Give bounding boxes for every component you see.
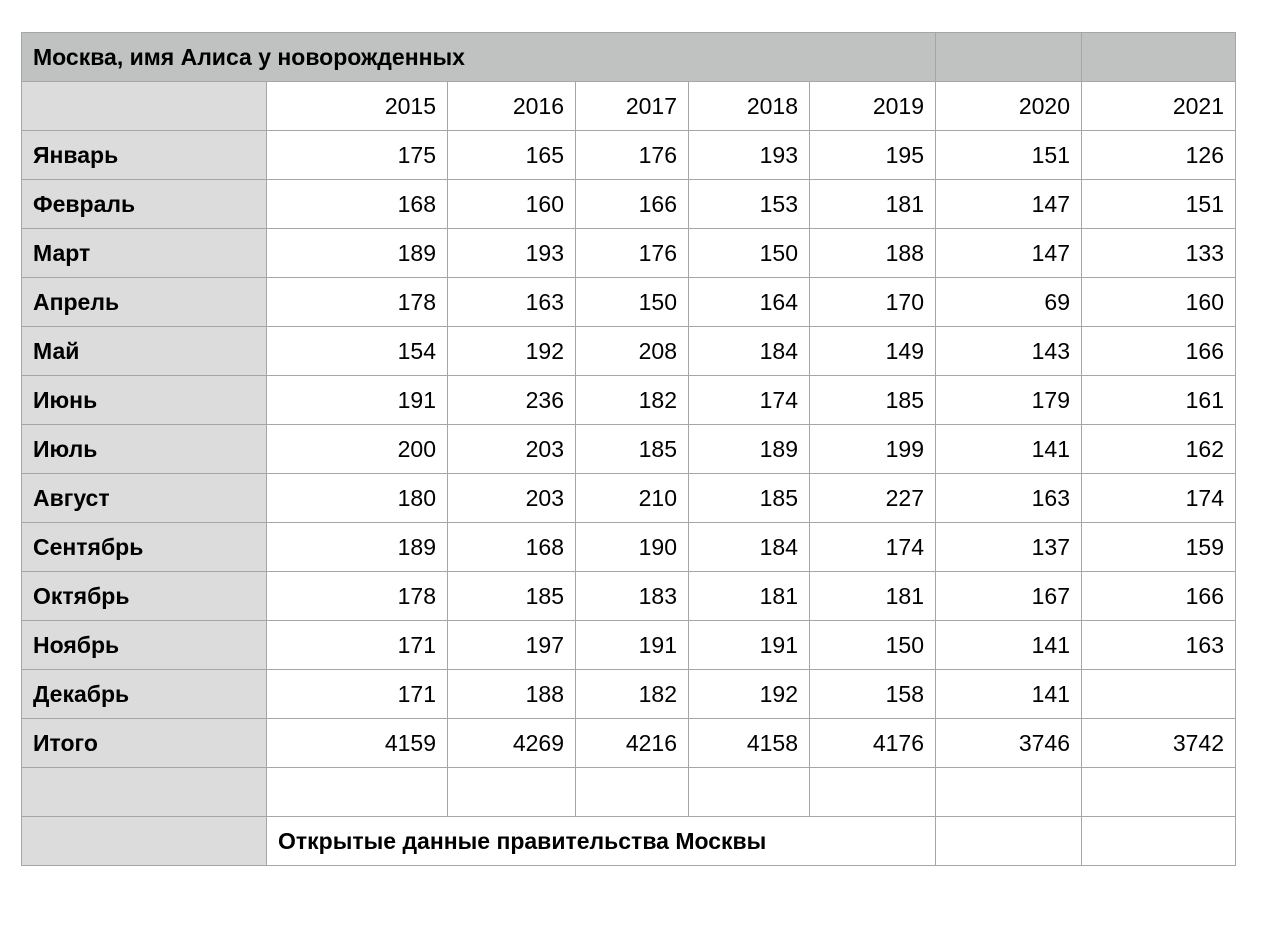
value-cell[interactable]: 141 (936, 621, 1082, 670)
value-cell[interactable]: 143 (936, 327, 1082, 376)
total-value-cell[interactable]: 4159 (267, 719, 448, 768)
value-cell[interactable]: 162 (1082, 425, 1236, 474)
total-value-cell[interactable]: 4269 (448, 719, 576, 768)
value-cell[interactable]: 190 (576, 523, 689, 572)
value-cell[interactable]: 166 (1082, 572, 1236, 621)
table-row (22, 474, 1236, 523)
value-cell[interactable]: 151 (1082, 180, 1236, 229)
value-cell[interactable]: 159 (1082, 523, 1236, 572)
value-cell[interactable]: 192 (448, 327, 576, 376)
value-cell[interactable]: 174 (810, 523, 936, 572)
value-cell[interactable]: 191 (576, 621, 689, 670)
value-cell[interactable]: 164 (689, 278, 810, 327)
value-cell[interactable]: 185 (448, 572, 576, 621)
empty-cell[interactable] (1082, 817, 1236, 866)
table-row (22, 229, 1236, 278)
value-cell[interactable]: 167 (936, 572, 1082, 621)
value-cell[interactable]: 158 (810, 670, 936, 719)
value-cell[interactable]: 150 (810, 621, 936, 670)
empty-label-cell[interactable] (22, 768, 267, 817)
value-cell[interactable]: 192 (689, 670, 810, 719)
month-label[interactable]: Ноябрь (22, 621, 267, 670)
value-cell[interactable]: 163 (936, 474, 1082, 523)
table-row (22, 425, 1236, 474)
value-cell[interactable]: 166 (576, 180, 689, 229)
empty-row (22, 768, 1236, 817)
value-cell[interactable]: 170 (810, 278, 936, 327)
value-cell[interactable]: 183 (576, 572, 689, 621)
value-cell[interactable]: 163 (1082, 621, 1236, 670)
value-cell[interactable]: 171 (267, 621, 448, 670)
year-header-cell[interactable]: 2020 (936, 82, 1082, 131)
empty-cell[interactable] (1082, 33, 1236, 82)
year-header-cell[interactable]: 2021 (1082, 82, 1236, 131)
value-cell[interactable]: 188 (810, 229, 936, 278)
year-header-cell[interactable]: 2016 (448, 82, 576, 131)
value-cell[interactable]: 189 (267, 523, 448, 572)
value-cell[interactable]: 203 (448, 425, 576, 474)
year-header-cell[interactable]: 2015 (267, 82, 448, 131)
value-cell[interactable]: 168 (267, 180, 448, 229)
table-title[interactable]: Москва, имя Алиса у новорожденных (22, 33, 936, 82)
value-cell[interactable]: 191 (689, 621, 810, 670)
value-cell[interactable]: 165 (448, 131, 576, 180)
value-cell[interactable]: 137 (936, 523, 1082, 572)
table-row (22, 180, 1236, 229)
value-cell[interactable]: 175 (267, 131, 448, 180)
year-header-cell[interactable]: 2018 (689, 82, 810, 131)
value-cell[interactable]: 195 (810, 131, 936, 180)
value-cell[interactable]: 208 (576, 327, 689, 376)
value-cell[interactable]: 147 (936, 180, 1082, 229)
value-cell[interactable]: 141 (936, 670, 1082, 719)
value-cell[interactable]: 174 (1082, 474, 1236, 523)
table-row (22, 572, 1236, 621)
value-cell[interactable]: 189 (267, 229, 448, 278)
value-cell[interactable]: 227 (810, 474, 936, 523)
empty-cell[interactable] (576, 768, 689, 817)
value-cell[interactable]: 185 (576, 425, 689, 474)
value-cell[interactable]: 126 (1082, 131, 1236, 180)
spreadsheet-table (21, 32, 1236, 866)
month-label[interactable]: Август (22, 474, 267, 523)
value-cell[interactable]: 180 (267, 474, 448, 523)
value-cell[interactable]: 182 (576, 376, 689, 425)
year-header-row (22, 82, 1236, 131)
year-header-cell[interactable]: 2017 (576, 82, 689, 131)
empty-cell[interactable] (936, 817, 1082, 866)
table-body (22, 33, 1236, 866)
month-label[interactable]: Май (22, 327, 267, 376)
month-label[interactable]: Июль (22, 425, 267, 474)
empty-cell[interactable] (448, 768, 576, 817)
value-cell[interactable]: 193 (689, 131, 810, 180)
total-value-cell[interactable]: 3742 (1082, 719, 1236, 768)
empty-cell[interactable] (936, 33, 1082, 82)
value-cell[interactable]: 176 (576, 131, 689, 180)
value-cell[interactable]: 236 (448, 376, 576, 425)
value-cell[interactable]: 160 (448, 180, 576, 229)
value-cell[interactable]: 133 (1082, 229, 1236, 278)
month-label[interactable]: Март (22, 229, 267, 278)
total-value-cell[interactable]: 4216 (576, 719, 689, 768)
value-cell[interactable]: 203 (448, 474, 576, 523)
data-source-note[interactable]: Открытые данные правительства Москвы (267, 817, 936, 866)
value-cell[interactable]: 178 (267, 572, 448, 621)
value-cell[interactable]: 210 (576, 474, 689, 523)
year-header-cell[interactable]: 2019 (810, 82, 936, 131)
value-cell[interactable]: 185 (689, 474, 810, 523)
table-row (22, 376, 1236, 425)
month-label[interactable]: Январь (22, 131, 267, 180)
empty-label-cell[interactable] (22, 817, 267, 866)
value-cell[interactable]: 181 (810, 572, 936, 621)
value-cell[interactable]: 185 (810, 376, 936, 425)
month-label[interactable]: Февраль (22, 180, 267, 229)
month-label[interactable]: Июнь (22, 376, 267, 425)
value-cell[interactable]: 184 (689, 523, 810, 572)
value-cell[interactable]: 151 (936, 131, 1082, 180)
empty-cell[interactable] (936, 768, 1082, 817)
total-label[interactable]: Итого (22, 719, 267, 768)
value-cell[interactable]: 174 (689, 376, 810, 425)
table-row (22, 621, 1236, 670)
value-cell[interactable]: 176 (576, 229, 689, 278)
value-cell[interactable]: 150 (689, 229, 810, 278)
source-row (22, 817, 1236, 866)
value-cell[interactable]: 182 (576, 670, 689, 719)
total-value-cell[interactable]: 4176 (810, 719, 936, 768)
value-cell[interactable]: 178 (267, 278, 448, 327)
table-row (22, 670, 1236, 719)
value-cell[interactable]: 150 (576, 278, 689, 327)
value-cell[interactable]: 171 (267, 670, 448, 719)
value-cell[interactable]: 181 (689, 572, 810, 621)
value-cell[interactable]: 166 (1082, 327, 1236, 376)
value-cell[interactable]: 161 (1082, 376, 1236, 425)
value-cell[interactable]: 193 (448, 229, 576, 278)
total-row (22, 719, 1236, 768)
value-cell[interactable]: 147 (936, 229, 1082, 278)
table-row (22, 327, 1236, 376)
value-cell[interactable]: 160 (1082, 278, 1236, 327)
month-label[interactable]: Апрель (22, 278, 267, 327)
value-cell[interactable]: 153 (689, 180, 810, 229)
value-cell[interactable] (1082, 670, 1236, 719)
value-cell[interactable]: 181 (810, 180, 936, 229)
value-cell[interactable]: 197 (448, 621, 576, 670)
month-label[interactable]: Октябрь (22, 572, 267, 621)
empty-cell[interactable] (1082, 768, 1236, 817)
table-row (22, 523, 1236, 572)
value-cell[interactable]: 168 (448, 523, 576, 572)
title-row (22, 33, 1236, 82)
empty-cell[interactable] (267, 768, 448, 817)
total-value-cell[interactable]: 4158 (689, 719, 810, 768)
value-cell[interactable]: 199 (810, 425, 936, 474)
empty-cell[interactable] (689, 768, 810, 817)
value-cell[interactable]: 141 (936, 425, 1082, 474)
month-label[interactable]: Декабрь (22, 670, 267, 719)
corner-cell[interactable] (22, 82, 267, 131)
value-cell[interactable]: 179 (936, 376, 1082, 425)
value-cell[interactable]: 184 (689, 327, 810, 376)
value-cell[interactable]: 163 (448, 278, 576, 327)
month-label[interactable]: Сентябрь (22, 523, 267, 572)
value-cell[interactable]: 188 (448, 670, 576, 719)
table-row (22, 278, 1236, 327)
value-cell[interactable]: 149 (810, 327, 936, 376)
value-cell[interactable]: 69 (936, 278, 1082, 327)
total-value-cell[interactable]: 3746 (936, 719, 1082, 768)
value-cell[interactable]: 189 (689, 425, 810, 474)
value-cell[interactable]: 154 (267, 327, 448, 376)
empty-cell[interactable] (810, 768, 936, 817)
value-cell[interactable]: 200 (267, 425, 448, 474)
value-cell[interactable]: 191 (267, 376, 448, 425)
table-row (22, 131, 1236, 180)
